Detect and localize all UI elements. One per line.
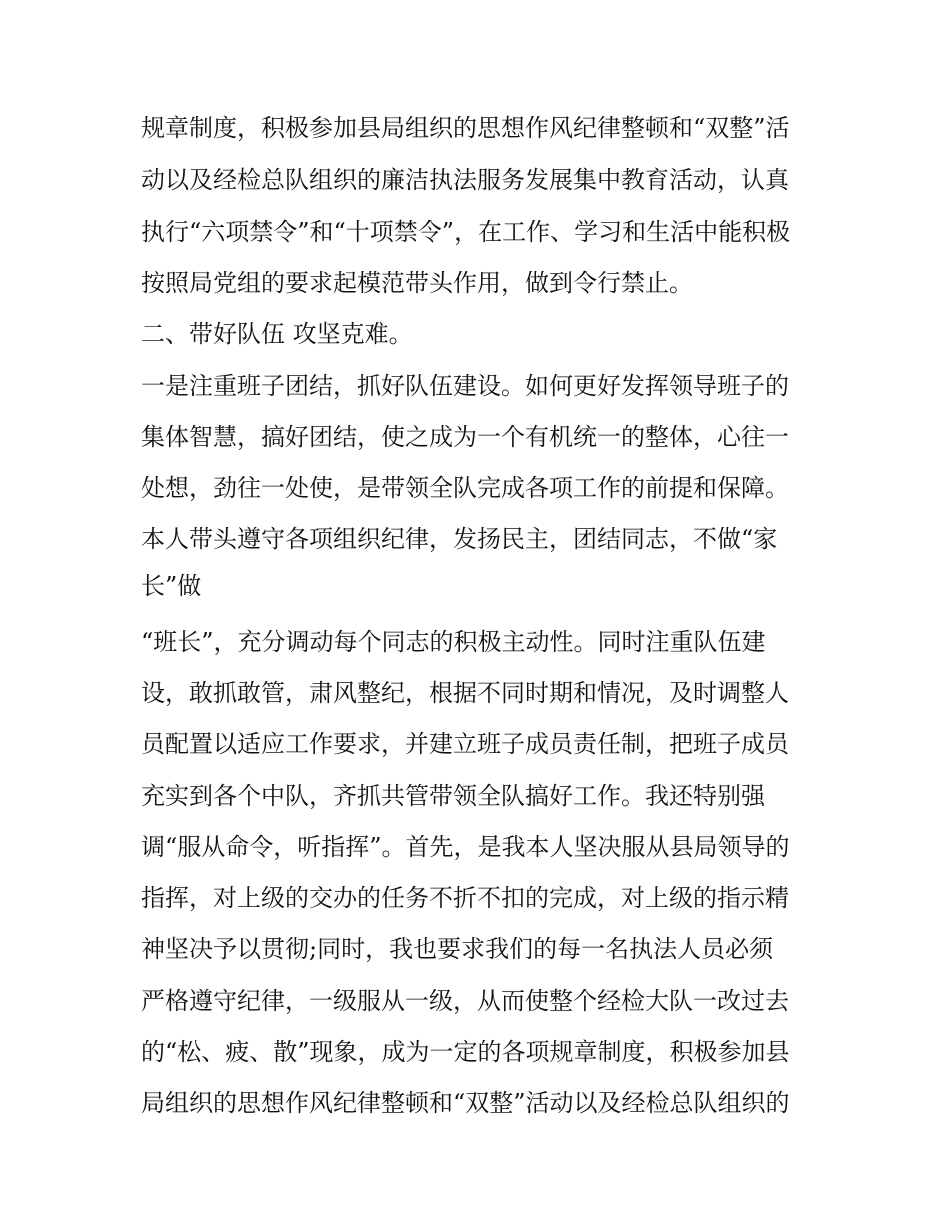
text-line: 按照局党组的要求起模范带头作用，做到令行禁止。 [141, 269, 693, 297]
section-heading: 二、带好队伍 攻坚克难。 [141, 320, 413, 348]
text-line: 规章制度，积极参加县局组织的思想作风纪律整顿和“双整”活 [141, 114, 790, 142]
text-line: 局组织的思想作风纪律整顿和“双整”活动以及经检总队组织的 [141, 1089, 790, 1117]
text-line: 设，敢抓敢管，肃风整纪，根据不同时期和情况，及时调整人 [141, 679, 789, 707]
text-line: 一是注重班子团结，抓好队伍建设。如何更好发挥领导班子的 [141, 372, 789, 400]
text-line: 集体智慧，搞好团结，使之成为一个有机统一的整体，心往一 [141, 423, 789, 451]
text-line: 严格遵守纪律，一级服从一级，从而使整个经检大队一改过去 [141, 987, 789, 1015]
text-line: 调“服从命令，听指挥”。首先，是我本人坚决服从县局领导的 [141, 833, 790, 861]
text-line: 长”做 [141, 572, 202, 600]
text-line: 执行“六项禁令”和“十项禁令”，在工作、学习和生活中能积极 [141, 218, 791, 246]
text-line: 本人带头遵守各项组织纪律，发扬民主，团结同志，不做“家 [141, 525, 778, 553]
text-line: 员配置以适应工作要求，并建立班子成员责任制，把班子成员 [141, 730, 789, 758]
text-line: “班长”，充分调动每个同志的积极主动性。同时注重队伍建 [141, 628, 766, 656]
text-line: 指挥，对上级的交办的任务不折不扣的完成，对上级的指示精 [141, 884, 789, 912]
text-line: 处想，劲往一处使，是带领全队完成各项工作的前提和保障。 [141, 474, 789, 502]
text-line: 神坚决予以贯彻;同时，我也要求我们的每一名执法人员必须 [141, 935, 774, 963]
text-line: 动以及经检总队组织的廉洁执法服务发展集中教育活动，认真 [141, 166, 789, 194]
text-line: 充实到各个中队，齐抓共管带领全队搞好工作。我还特别强 [141, 782, 765, 810]
text-line: 的“松、疲、散”现象，成为一定的各项规章制度，积极参加县 [141, 1038, 790, 1066]
